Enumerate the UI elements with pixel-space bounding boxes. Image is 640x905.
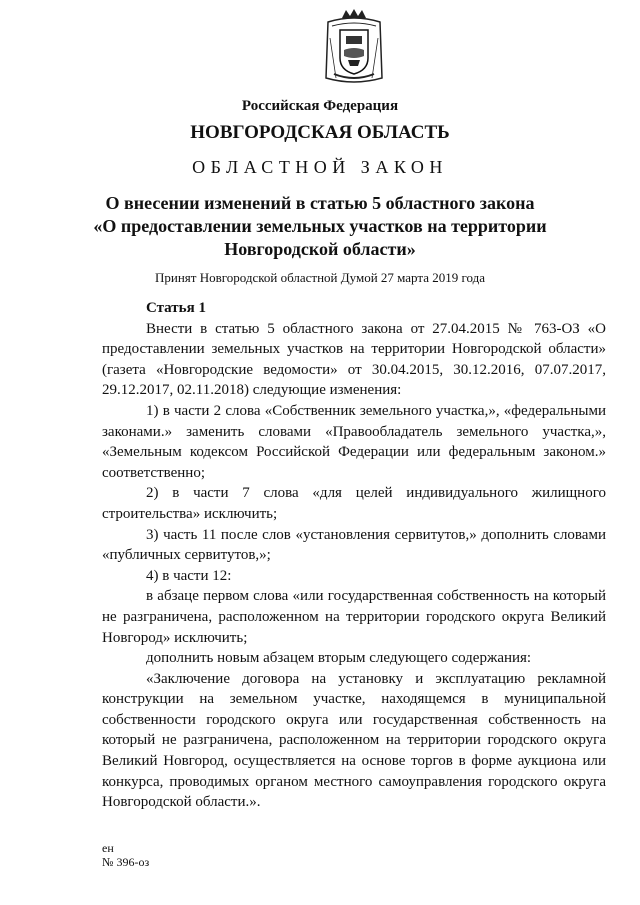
article-paragraph: в абзаце первом слова «или государственная собственность на который не разграничена, расположенном на территории городского округа Великий Новгород» исключить; — [102, 588, 606, 646]
footer-number: № 396-оз — [102, 855, 150, 869]
document-footer — [102, 841, 149, 869]
article-paragraph: 3) часть 11 после слов «установления сервитутов,» дополнить словами «публичных сервитутов,»; — [102, 526, 606, 564]
article-paragraph: 1) в части 2 слова «Собственник земельного участка,», «федеральными законами.» заменить словами «Правообладатель земельного участка,», «Земельным кодексом Российской Федерации или федеральным законом.» соответственно; — [102, 402, 606, 481]
footer-initials: ен — [102, 841, 114, 855]
law-title — [80, 192, 560, 261]
law-title-line: «О предоставлении земельных участков на территории — [93, 216, 547, 236]
article-paragraph: Внести в статью 5 областного закона от 27.04.2015 № 763-ОЗ «О предоставлении земельных участков на территории Новгородской области» (газета «Новгородские ведомости» от 30.04.2015, 30.12.2016, 07.07.2017, 29.12.2017, 02.11.2018) следующие изменения: — [102, 320, 606, 399]
law-title-line: О внесении изменений в статью 5 областного закона — [105, 193, 535, 213]
law-title-line: Новгородской области» — [224, 239, 416, 259]
region-name: НОВГОРОДСКАЯ ОБЛАСТЬ — [190, 122, 450, 143]
article-heading: Статья 1 — [146, 300, 206, 316]
document-type: ОБЛАСТНОЙ ЗАКОН — [192, 157, 448, 177]
article-paragraph: «Заключение договора на установку и эксплуатацию рекламной конструкции на земельном участке, находящемся в муниципальной собственности городского округа или государственная собственность на который не разграничена, расположенном на территории городского округа Великий Новгород, осуществляется на основе торгов в форме аукциона или конкурса, проводимых органом местного самоуправления городского округа Новгородской области.». — [102, 670, 606, 811]
article-paragraph: 2) в части 7 слова «для целей индивидуального жилищного строительства» исключить; — [102, 485, 606, 522]
adoption-note: Принят Новгородской областной Думой 27 марта 2019 года — [154, 270, 486, 285]
coat-of-arms-emblem — [322, 8, 386, 88]
article-body — [102, 298, 606, 813]
country-name: Российская Федерация — [241, 98, 399, 114]
article-paragraph: дополнить новым абзацем вторым следующего содержания: — [146, 650, 532, 667]
article-paragraph: 4) в части 12: — [146, 567, 232, 584]
